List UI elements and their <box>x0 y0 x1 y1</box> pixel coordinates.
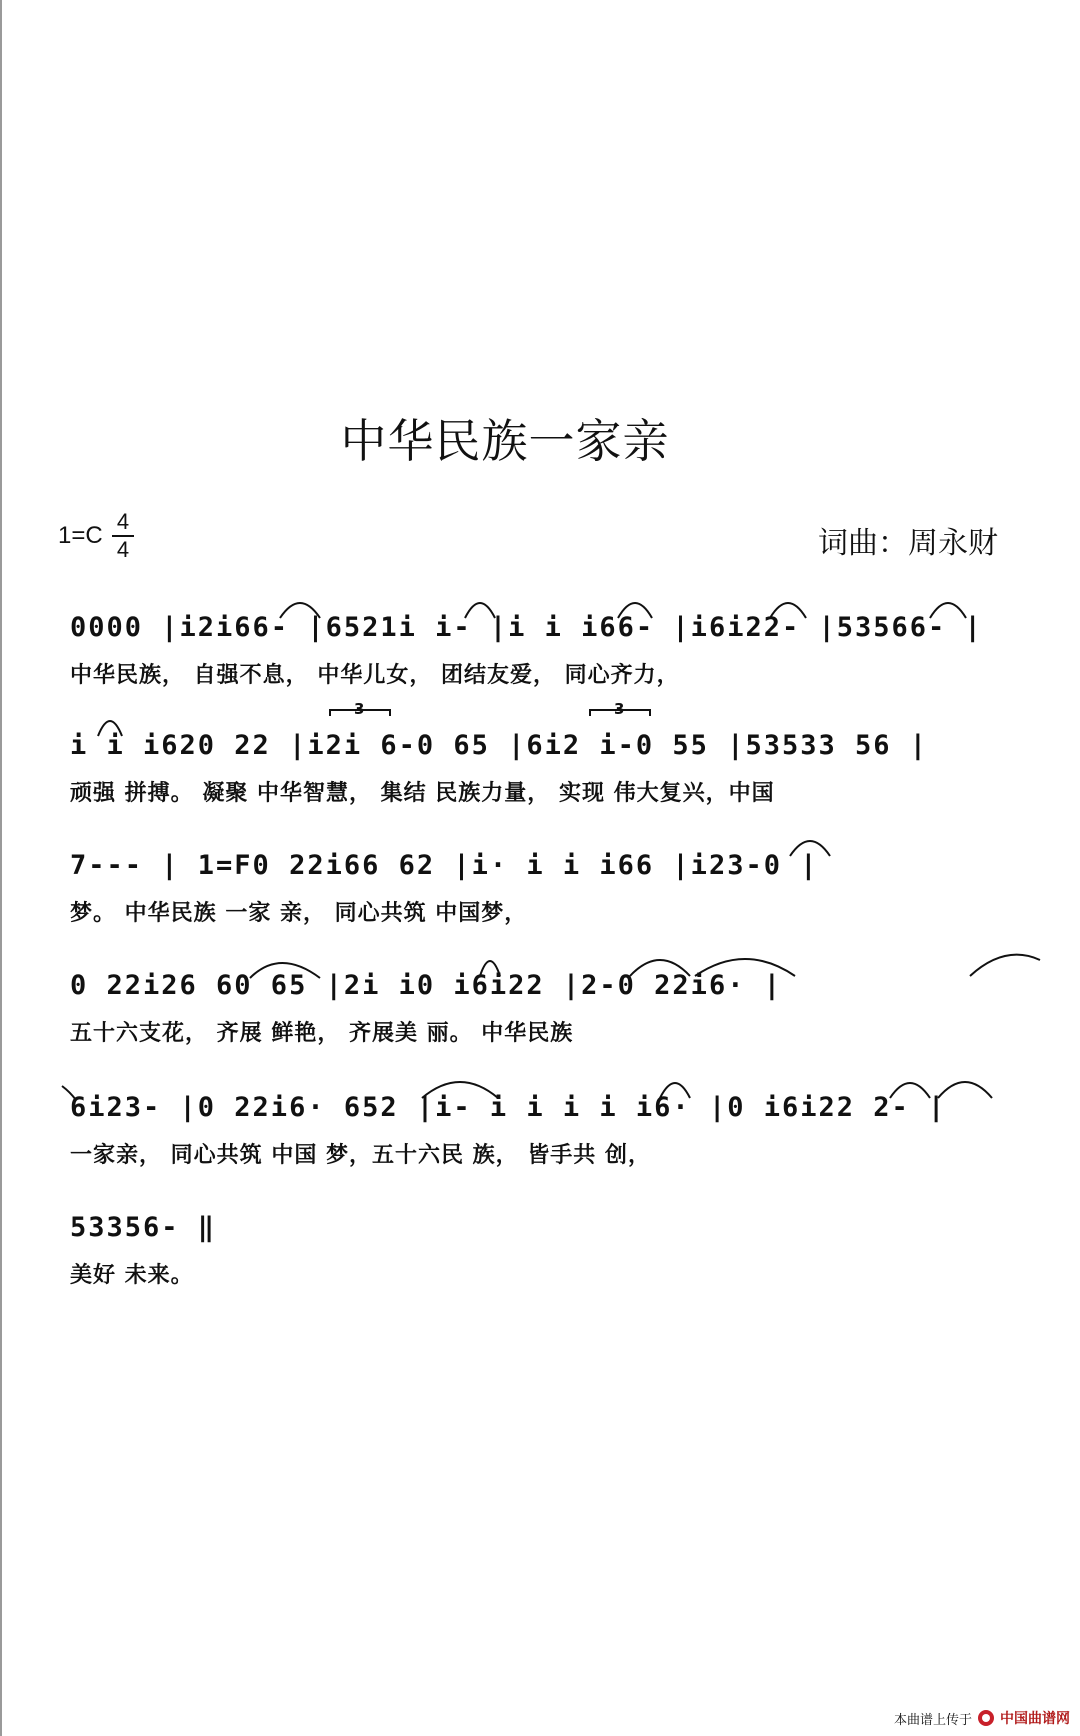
lyrics-line: 顽强 拼搏。 凝聚 中华智慧， 集结 民族力量， 实现 伟大复兴，中国 <box>70 781 775 806</box>
notation-line: 6i23- |0 22i6· 652 |i- i i i i i6· |0 i6i22 2- | <box>70 1092 947 1123</box>
lyrics-line: 梦。 中华民族 一家 亲， 同心共筑 中国梦， <box>70 901 528 926</box>
song-title: 中华民族一家亲 <box>340 414 670 468</box>
notation-line: 0000 |i2i66- |6521i i- |i i i66- |i6i22- |53566- | <box>70 612 983 643</box>
notation-line: 7--- | 1=F0 22i66 62 |i· i i i66 |i23-0 | <box>70 850 819 881</box>
staff-row-5 <box>70 1092 1030 1168</box>
notation-line: 0 22i26 60 65 |2i i0 i6i22 |2-0 22i6· | <box>70 970 782 1001</box>
triplet-mark: 3 <box>614 700 625 718</box>
staff-row-4 <box>70 970 1030 1046</box>
lyrics-line: 中华民族， 自强不息， 中华儿女， 团结友爱， 同心齐力， <box>70 663 680 688</box>
lyrics-line: 五十六支花， 齐展 鲜艳， 齐展美 丽。 中华民族 <box>70 1021 574 1046</box>
site-logo-icon <box>978 1710 994 1726</box>
lyrics-line: 美好 未来。 <box>70 1263 194 1288</box>
staff-row-1 <box>70 612 1030 688</box>
key-signature: 1=C <box>58 522 103 549</box>
page-edge <box>0 0 2 1736</box>
staff-row-2 <box>70 700 1030 806</box>
site-name: 中国曲谱网 <box>1000 1711 1070 1727</box>
staff-row-6 <box>70 1212 1030 1288</box>
footer-watermark <box>894 1708 1070 1728</box>
meter-top: 4 <box>116 509 130 534</box>
triplet-mark: 3 <box>354 700 365 718</box>
time-signature <box>112 510 134 562</box>
notation-line: i i i620 22 |i2i 6-0 65 |6i2 i-0 55 |53533 56 | <box>70 730 929 761</box>
staff-row-3 <box>70 850 1030 926</box>
composer-credit: 词曲：周永财 <box>818 526 998 561</box>
lyrics-line: 一家亲， 同心共筑 中国 梦，五十六民 族， 皆手共 创， <box>70 1143 651 1168</box>
meter-bottom: 4 <box>116 537 130 562</box>
notation-line: 53356- ‖ <box>70 1212 217 1243</box>
upload-text: 本曲谱上传于 <box>893 1712 972 1728</box>
